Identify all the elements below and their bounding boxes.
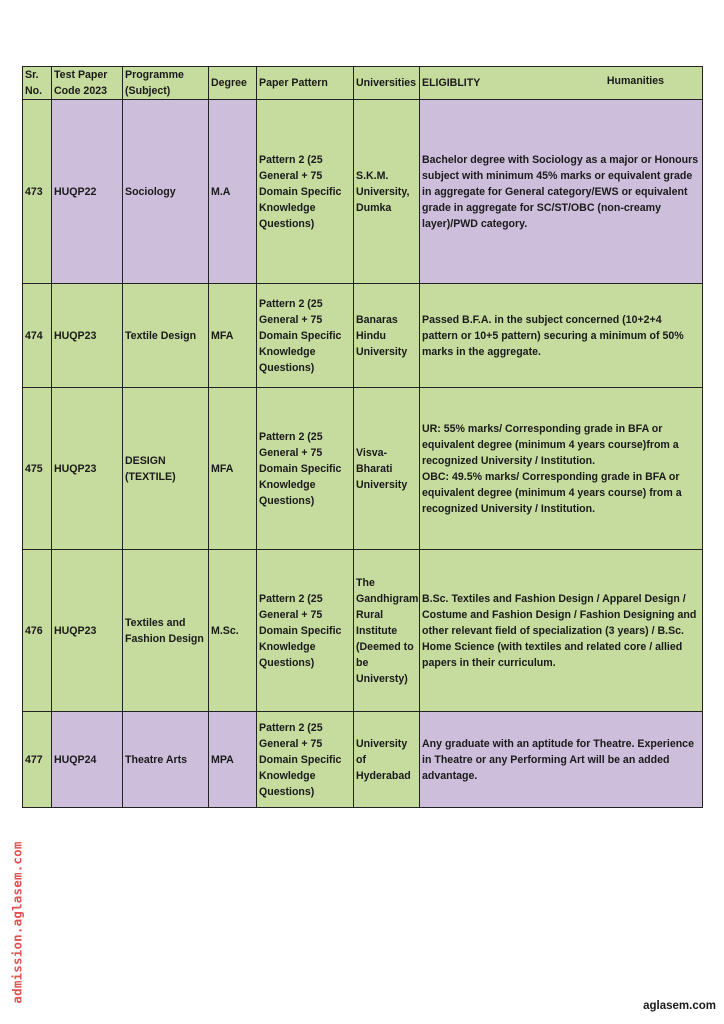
cell-programme: Textile Design (123, 284, 209, 388)
footer-brand: aglasem.com (643, 1000, 716, 1012)
eligibility-ur: UR: 55% marks/ Corresponding grade in BFA or equivalent degree (minimum 4 years course)from a recognized University / Institution. (422, 422, 679, 467)
header-universities: Universities (354, 67, 420, 100)
cell-university: The Gandhigram Rural Institute (Deemed to be Universty) (354, 550, 420, 712)
header-eligibility (420, 67, 703, 100)
cell-eligibility: Passed B.F.A. in the subject concerned (10+2+4 pattern or 10+5 pattern) securing a minimum of 50% marks in the aggregate. (420, 284, 703, 388)
cell-sr: 476 (23, 550, 52, 712)
cell-pattern: Pattern 2 (25 General + 75 Domain Specific Knowledge Questions) (257, 388, 354, 550)
cell-degree: MFA (209, 388, 257, 550)
header-pattern: Paper Pattern (257, 67, 354, 100)
cell-university: S.K.M. University, Dumka (354, 100, 420, 284)
header-row (23, 67, 703, 100)
cell-code: HUQP23 (52, 388, 123, 550)
header-eligibility-label: ELIGIBLITY (422, 76, 481, 89)
cell-eligibility: B.Sc. Textiles and Fashion Design / Apparel Design / Costume and Fashion Design / Fashion Designing and other relevant field of specialization (3 years) / B.Sc. Home Science (with textiles and related core / allied papers in their curriculum. (420, 550, 703, 712)
cell-eligibility: Any graduate with an aptitude for Theatre. Experience in Theatre or any Performing Art will be an added advantage. (420, 712, 703, 808)
cell-degree: M.A (209, 100, 257, 284)
cell-university: University of Hyderabad (354, 712, 420, 808)
header-programme: Programme (Subject) (123, 67, 209, 100)
cell-degree: M.Sc. (209, 550, 257, 712)
cell-programme: Theatre Arts (123, 712, 209, 808)
eligibility-table (22, 66, 703, 808)
table-row (23, 284, 703, 388)
cell-pattern: Pattern 2 (25 General + 75 Domain Specific Knowledge Questions) (257, 550, 354, 712)
cell-code: HUQP23 (52, 284, 123, 388)
watermark: admission.aglasem.com (9, 841, 25, 1004)
cell-degree: MFA (209, 284, 257, 388)
table-row (23, 388, 703, 550)
cell-pattern: Pattern 2 (25 General + 75 Domain Specific Knowledge Questions) (257, 284, 354, 388)
table-row (23, 712, 703, 808)
section-label: Humanities (606, 75, 664, 87)
header-code: Test Paper Code 2023 (52, 67, 123, 100)
cell-university: Visva-Bharati University (354, 388, 420, 550)
cell-sr: 477 (23, 712, 52, 808)
cell-eligibility: Bachelor degree with Sociology as a major or Honours subject with minimum 45% marks or equivalent grade in aggregate for General category/EWS or equivalent grade in aggregate for SC/ST/OBC (non-creamy layer)/PWD category. (420, 100, 703, 284)
header-degree: Degree (209, 67, 257, 100)
eligibility-obc: OBC: 49.5% marks/ Corresponding grade in BFA or equivalent degree (minimum 4 years course) from a recognized University / Institution. (422, 470, 682, 515)
cell-programme: DESIGN (TEXTILE) (123, 388, 209, 550)
cell-eligibility (420, 388, 703, 550)
cell-pattern: Pattern 2 (25 General + 75 Domain Specific Knowledge Questions) (257, 100, 354, 284)
cell-pattern: Pattern 2 (25 General + 75 Domain Specific Knowledge Questions) (257, 712, 354, 808)
cell-sr: 474 (23, 284, 52, 388)
cell-code: HUQP22 (52, 100, 123, 284)
cell-university: Banaras Hindu University (354, 284, 420, 388)
cell-code: HUQP24 (52, 712, 123, 808)
table-row (23, 100, 703, 284)
cell-sr: 475 (23, 388, 52, 550)
cell-programme: Sociology (123, 100, 209, 284)
header-sr: Sr. No. (23, 67, 52, 100)
table-row (23, 550, 703, 712)
cell-code: HUQP23 (52, 550, 123, 712)
cell-degree: MPA (209, 712, 257, 808)
cell-programme: Textiles and Fashion Design (123, 550, 209, 712)
cell-sr: 473 (23, 100, 52, 284)
